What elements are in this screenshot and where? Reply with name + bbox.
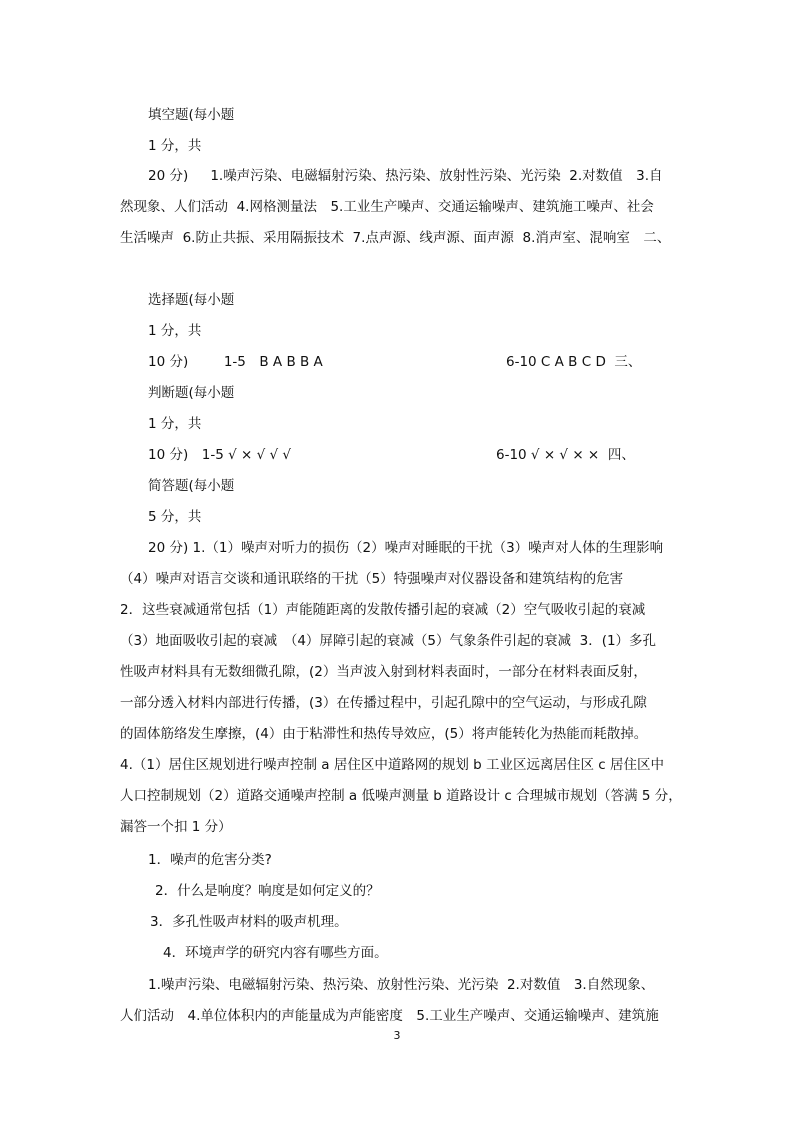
text-line: 6-10 √ × √ × × 四、 [496, 447, 635, 463]
text-line: 简答题(每小题 [148, 478, 235, 494]
text-line: 生活噪声 6.防止共振、采用隔振技术 7.点声源、线声源、面声源 8.消声室、混响室 二、 [120, 230, 671, 246]
text-line: 然现象、人们活动 4.网格测量法 5.工业生产噪声、交通运输噪声、建筑施工噪声、社会 [120, 199, 654, 215]
text-line: 填空题(每小题 [148, 107, 235, 123]
question-item: 2．什么是响度？响度是如何定义的？ [155, 883, 380, 899]
text-line: 20 分) 1.噪声污染、电磁辐射污染、热污染、放射性污染、光污染 2.对数值 3.自 [148, 168, 663, 184]
text-line: 2．这些衰减通常包括（1）声能随距离的发散传播引起的衰减（2）空气吸收引起的衰减 [120, 602, 646, 618]
question-item: 4．环境声学的研究内容有哪些方面。 [163, 945, 388, 961]
text-line: 6-10 C A B C D 三、 [506, 354, 642, 370]
text-line: 5 分，共 [148, 509, 202, 525]
text-line: 20 分) 1.（1）噪声对听力的损伤（2）噪声对睡眠的干扰（3）噪声对人体的生理影响 [148, 540, 664, 556]
page-number: 3 [393, 1029, 401, 1042]
text-line: 1 分，共 [148, 138, 202, 154]
text-line: 判断题(每小题 [148, 385, 235, 401]
text-line: 10 分) 1-5 B A B B A [148, 354, 323, 370]
text-line: 10 分) 1-5 √ × √ √ √ [148, 447, 291, 463]
text-line: 选择题(每小题 [148, 292, 235, 308]
text-line: 性吸声材料具有无数细微孔隙，(2）当声波入射到材料表面时，一部分在材料表面反射， [120, 664, 647, 680]
text-line: 1 分，共 [148, 416, 202, 432]
text-line: 一部分透入材料内部进行传播，(3）在传播过程中，引起孔隙中的空气运动，与形成孔隙 [120, 695, 647, 711]
text-line: 人们活动 4.单位体积内的声能量成为声能密度 5.工业生产噪声、交通运输噪声、建筑施 [120, 1008, 659, 1024]
text-line: 漏答一个扣 1 分） [120, 819, 232, 835]
text-line: 人口控制规划（2）道路交通噪声控制 a 低噪声测量 b 道路设计 c 合理城市规划（答满 5 分， [120, 788, 682, 804]
question-item: 1．噪声的危害分类? [148, 852, 272, 868]
text-line: （3）地面吸收引起的衰减 （4）屏障引起的衰减（5）气象条件引起的衰减 3．(1）多孔 [120, 633, 657, 649]
text-line: （4）噪声对语言交谈和通讯联络的干扰（5）特强噪声对仪器设备和建筑结构的危害 [120, 571, 624, 587]
text-line: 4.（1）居住区规划进行噪声控制 a 居住区中道路网的规划 b 工业区远离居住区 c 居住区中 [120, 757, 664, 773]
text-line: 的固体筋络发生摩擦，(4）由于粘滞性和热传导效应，(5）将声能转化为热能而耗散掉。 [120, 726, 648, 742]
text-line: 1.噪声污染、电磁辐射污染、热污染、放射性污染、光污染 2.对数值 3.自然现象、 [148, 977, 655, 993]
text-line: 1 分，共 [148, 323, 202, 339]
question-item: 3．多孔性吸声材料的吸声机理。 [150, 914, 348, 930]
